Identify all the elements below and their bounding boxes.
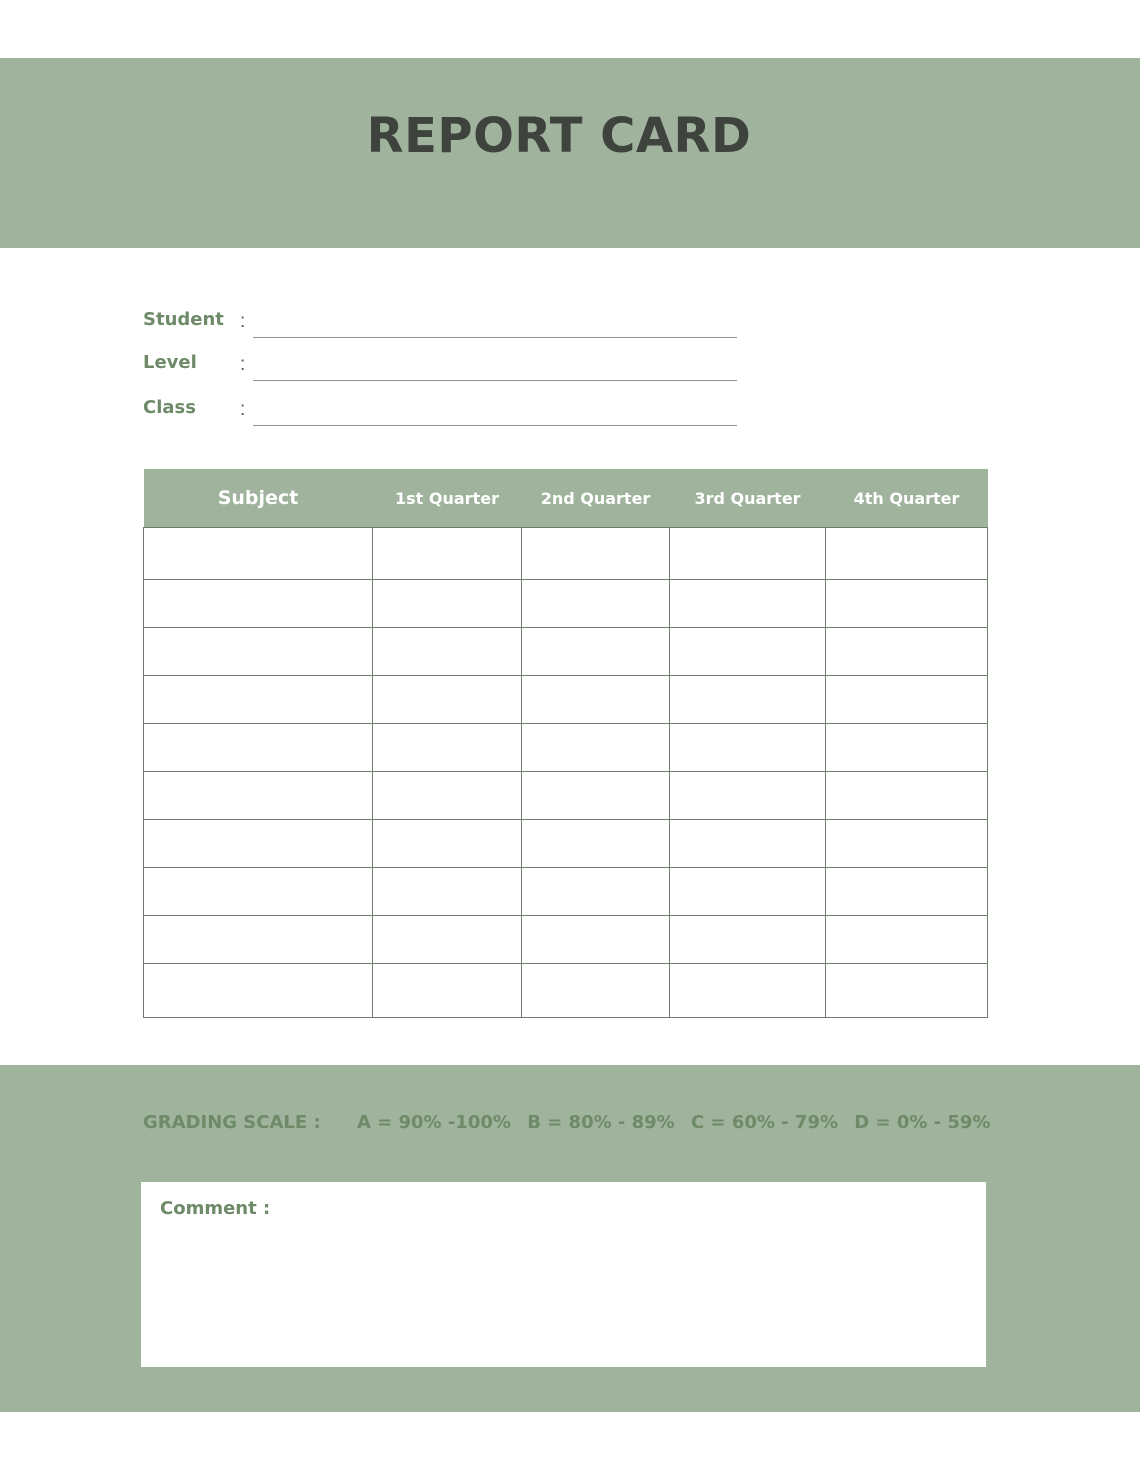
grade-cell[interactable] — [522, 724, 670, 772]
table-row — [144, 964, 988, 1018]
grade-cell[interactable] — [670, 724, 826, 772]
table-row — [144, 868, 988, 916]
grade-cell[interactable] — [144, 868, 373, 916]
grade-cell[interactable] — [144, 580, 373, 628]
class-input-line[interactable] — [253, 425, 737, 426]
comment-label: Comment : — [160, 1198, 271, 1219]
grade-cell[interactable] — [373, 964, 522, 1018]
grade-cell[interactable] — [522, 964, 670, 1018]
level-input-line[interactable] — [253, 380, 737, 381]
header-q4: 4th Quarter — [826, 469, 988, 528]
grade-cell[interactable] — [826, 868, 988, 916]
grade-b: B = 80% - 89% — [527, 1112, 675, 1133]
grade-cell[interactable] — [826, 964, 988, 1018]
grade-cell[interactable] — [373, 772, 522, 820]
grades-body — [144, 528, 988, 1018]
grade-cell[interactable] — [670, 580, 826, 628]
grade-cell[interactable] — [670, 868, 826, 916]
grade-cell[interactable] — [522, 916, 670, 964]
grade-cell[interactable] — [144, 628, 373, 676]
grade-cell[interactable] — [144, 820, 373, 868]
grade-cell[interactable] — [373, 580, 522, 628]
table-row — [144, 772, 988, 820]
student-colon: : — [240, 311, 246, 332]
grade-cell[interactable] — [522, 820, 670, 868]
student-label: Student — [143, 309, 224, 330]
grade-cell[interactable] — [826, 724, 988, 772]
grade-cell[interactable] — [826, 528, 988, 580]
grade-cell[interactable] — [826, 820, 988, 868]
level-label: Level — [143, 352, 197, 373]
grade-cell[interactable] — [670, 916, 826, 964]
grade-cell[interactable] — [373, 916, 522, 964]
table-row — [144, 916, 988, 964]
grade-cell[interactable] — [522, 676, 670, 724]
grading-scale-label: GRADING SCALE : — [143, 1112, 321, 1133]
grade-cell[interactable] — [522, 528, 670, 580]
grade-cell[interactable] — [373, 676, 522, 724]
grade-cell[interactable] — [670, 820, 826, 868]
grade-cell[interactable] — [373, 724, 522, 772]
grade-cell[interactable] — [826, 772, 988, 820]
grade-cell[interactable] — [670, 528, 826, 580]
grade-a: A = 90% -100% — [356, 1112, 511, 1133]
grade-cell[interactable] — [826, 676, 988, 724]
table-row — [144, 528, 988, 580]
class-label: Class — [143, 397, 196, 418]
grade-cell[interactable] — [144, 528, 373, 580]
table-row — [144, 628, 988, 676]
grade-cell[interactable] — [670, 676, 826, 724]
grade-cell[interactable] — [144, 916, 373, 964]
header-q2: 2nd Quarter — [522, 469, 670, 528]
grades-table — [143, 469, 988, 1018]
grade-cell[interactable] — [144, 724, 373, 772]
grade-cell[interactable] — [373, 628, 522, 676]
class-field[interactable] — [143, 397, 743, 437]
grade-cell[interactable] — [522, 772, 670, 820]
page-title: REPORT CARD — [366, 108, 752, 164]
grade-cell[interactable] — [826, 916, 988, 964]
grade-cell[interactable] — [522, 580, 670, 628]
table-row — [144, 820, 988, 868]
grade-cell[interactable] — [144, 676, 373, 724]
grade-cell[interactable] — [373, 820, 522, 868]
grade-cell[interactable] — [144, 772, 373, 820]
table-header-row — [144, 469, 988, 528]
grade-c: C = 60% - 79% — [691, 1112, 838, 1133]
grade-cell[interactable] — [522, 628, 670, 676]
header-q3: 3rd Quarter — [670, 469, 826, 528]
level-field[interactable] — [143, 352, 743, 392]
header-subject: Subject — [144, 469, 373, 528]
grade-cell[interactable] — [144, 964, 373, 1018]
header-q1: 1st Quarter — [373, 469, 522, 528]
grade-d: D = 0% - 59% — [854, 1112, 991, 1133]
grade-cell[interactable] — [522, 868, 670, 916]
grade-cell[interactable] — [826, 580, 988, 628]
table-row — [144, 580, 988, 628]
table-row — [144, 676, 988, 724]
grade-cell[interactable] — [670, 964, 826, 1018]
grade-cell[interactable] — [670, 772, 826, 820]
grade-cell[interactable] — [826, 628, 988, 676]
grading-scale — [143, 1112, 1001, 1133]
comment-box[interactable] — [141, 1182, 986, 1367]
grade-cell[interactable] — [670, 628, 826, 676]
grade-cell[interactable] — [373, 868, 522, 916]
student-input-line[interactable] — [253, 337, 737, 338]
class-colon: : — [240, 399, 246, 420]
grade-cell[interactable] — [373, 528, 522, 580]
table-row — [144, 724, 988, 772]
student-field[interactable] — [143, 309, 743, 349]
level-colon: : — [240, 354, 246, 375]
